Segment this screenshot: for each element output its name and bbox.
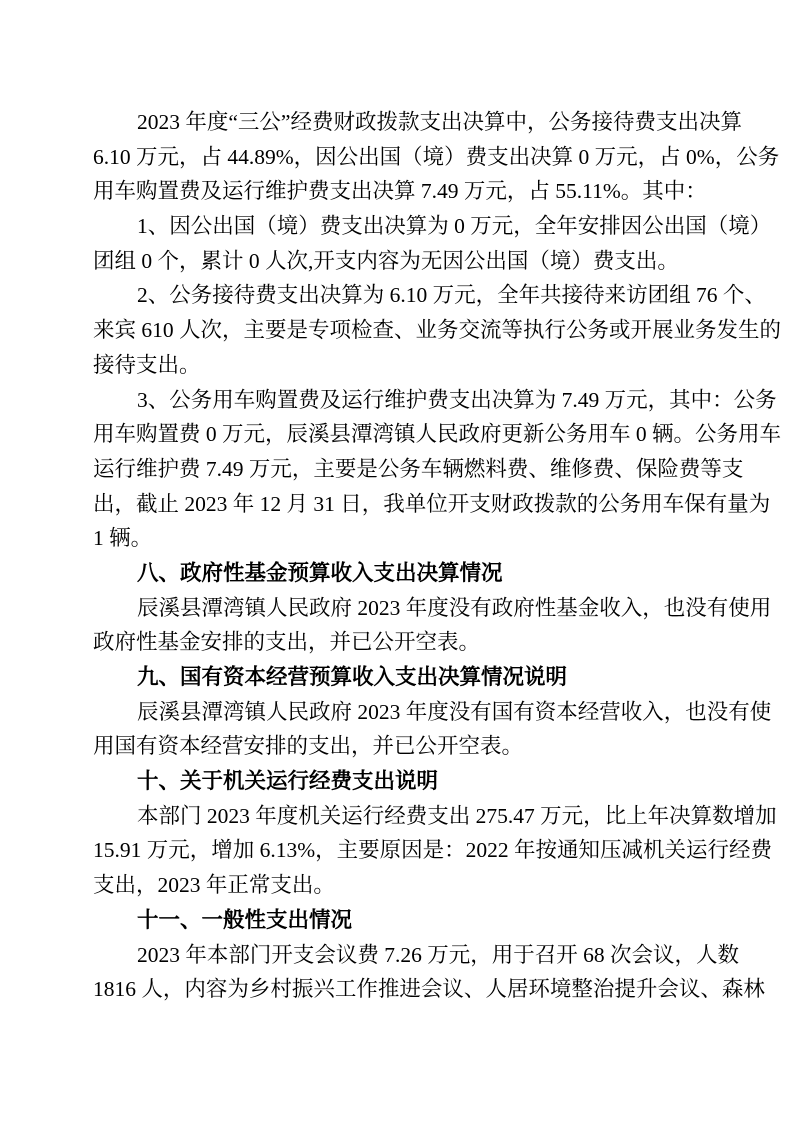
text-line: 3、公务用车购置费及运行维护费支出决算为 7.49 万元，其中：公务 xyxy=(137,387,777,412)
heading-text: 八、政府性基金预算收入支出决算情况 xyxy=(137,560,503,585)
paragraph-general-expenditure xyxy=(93,938,765,1007)
text-line: 出，截止 2023 年 12 月 31 日，我单位开支财政拨款的公务用车保有量为 xyxy=(93,491,771,516)
section-heading-operating-expenses xyxy=(93,764,699,799)
paragraph-official-vehicles xyxy=(93,383,782,556)
text-line: 6.10 万元，占 44.89%，因公出国（境）费支出决算 0 万元，占 0%，公务 xyxy=(93,144,780,169)
paragraph-official-reception xyxy=(93,278,782,382)
text-line: 2、公务接待费支出决算为 6.10 万元，全年共接待来访团组 76 个、 xyxy=(137,283,766,308)
text-line: 15.91 万元，增加 6.13%，主要原因是：2022 年按通知压减机关运行经费 xyxy=(93,838,773,863)
text-line: 辰溪县潭湾镇人民政府 2023 年度没有政府性基金收入，也没有使用 xyxy=(137,595,772,620)
heading-text: 九、国有资本经营预算收入支出决算情况说明 xyxy=(137,665,568,689)
text-line: 来宾 610 人次，主要是专项检查、业务交流等执行公务或开展业务发生的 xyxy=(93,318,782,343)
text-line: 团组 0 个，累计 0 人次,开支内容为无因公出国（境）费支出。 xyxy=(93,248,679,273)
paragraph-government-funds xyxy=(93,591,772,660)
document-content xyxy=(93,105,782,1007)
text-line: 本部门 2023 年度机关运行经费支出 275.47 万元，比上年决算数增加 xyxy=(137,803,777,828)
heading-text: 十一、一般性支出情况 xyxy=(137,907,353,932)
section-heading-state-capital xyxy=(93,660,699,695)
paragraph-operating-expenses xyxy=(93,799,777,903)
text-line: 1 辆。 xyxy=(93,526,153,551)
text-line: 用车购置费及运行维护费支出决算 7.49 万元，占 55.11%。其中： xyxy=(93,179,707,204)
text-line: 1816 人，内容为乡村振兴工作推进会议、人居环境整治提升会议、森林 xyxy=(93,977,765,1002)
paragraph-overseas-travel xyxy=(93,209,772,278)
text-line: 运行维护费 7.49 万元，主要是公务车辆燃料费、维修费、保险费等支 xyxy=(93,456,744,481)
text-line: 政府性基金安排的支出，并已公开空表。 xyxy=(93,630,481,655)
text-line: 2023 年本部门开支会议费 7.26 万元，用于召开 68 次会议，人数 xyxy=(137,942,740,967)
section-heading-general-expenditure xyxy=(93,903,699,938)
paragraph-three-public-summary xyxy=(93,105,780,209)
text-line: 2023 年度“三公”经费财政拨款支出决算中，公务接待费支出决算 xyxy=(137,110,742,134)
text-line: 接待支出。 xyxy=(93,352,201,377)
text-line: 用车购置费 0 万元，辰溪县潭湾镇人民政府更新公务用车 0 辆。公务用车 xyxy=(93,422,782,447)
section-heading-government-funds xyxy=(93,556,699,591)
text-line: 1、因公出国（境）费支出决算为 0 万元，全年安排因公出国（境） xyxy=(137,214,772,239)
heading-text: 十、关于机关运行经费支出说明 xyxy=(137,769,439,794)
text-line: 用国有资本经营安排的支出，并已公开空表。 xyxy=(93,734,524,759)
paragraph-state-capital xyxy=(93,695,772,764)
text-line: 支出，2023 年正常支出。 xyxy=(93,873,335,898)
text-line: 辰溪县潭湾镇人民政府 2023 年度没有国有资本经营收入，也没有使 xyxy=(137,699,772,724)
